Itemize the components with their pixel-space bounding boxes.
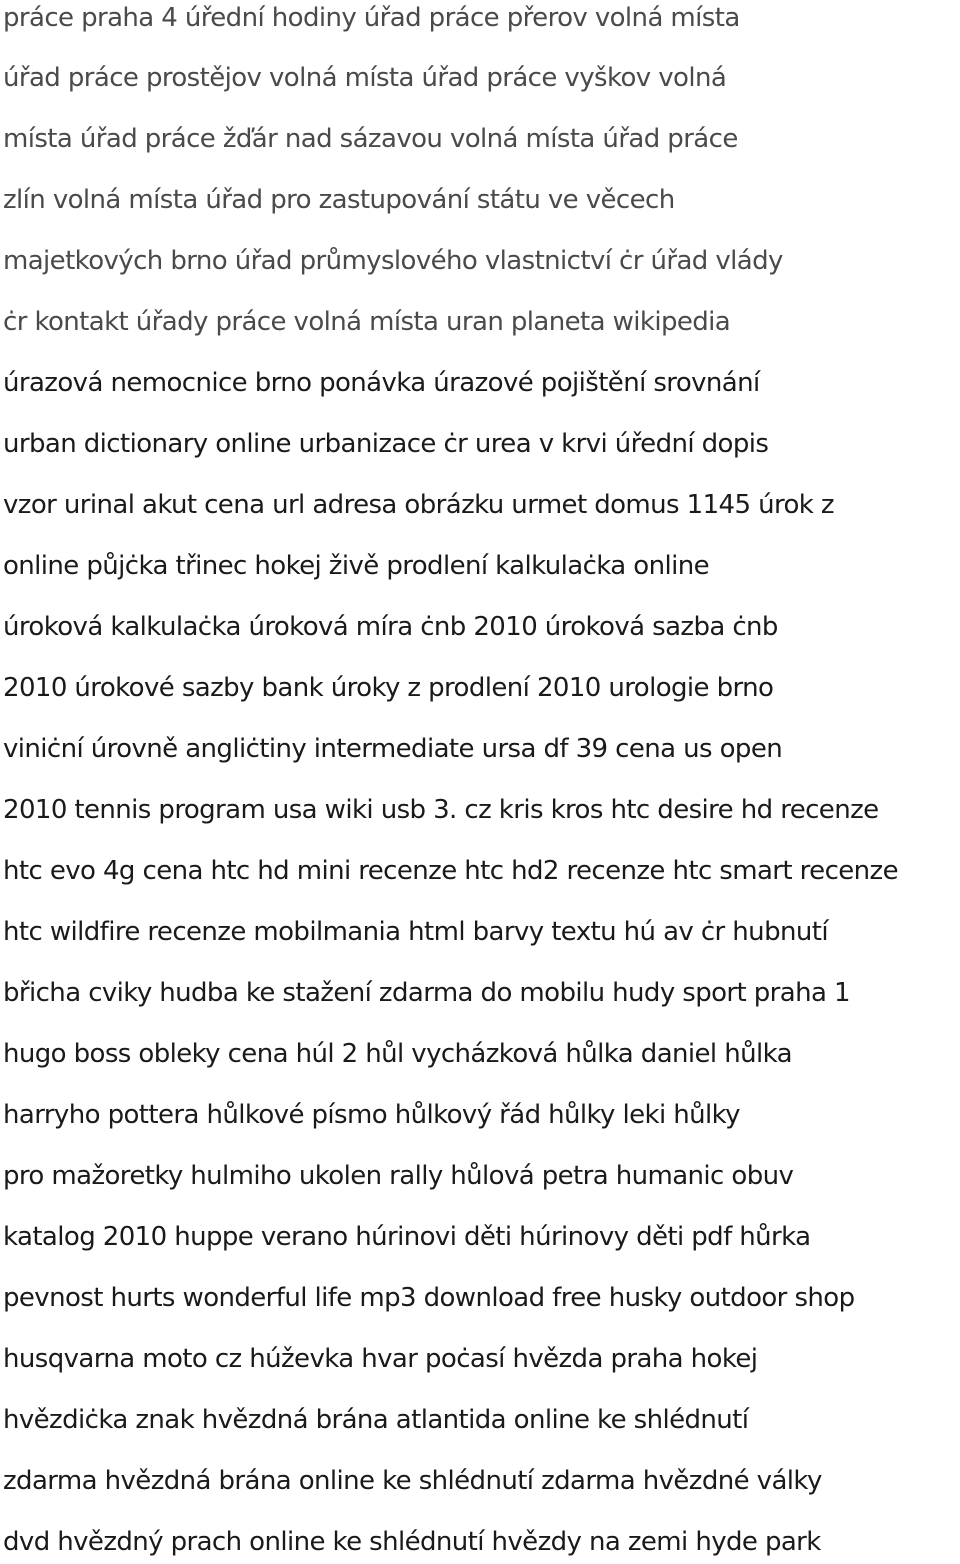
text-line-8: urban dictionary online urbanizace ċr urea v krvi úřední dopis bbox=[3, 429, 769, 459]
text-line-7: úrazová nemocnice brno ponávka úrazové pojištění srovnání bbox=[3, 368, 760, 398]
text-line-1: práce praha 4 úřední hodiny úřad práce přerov volná místa bbox=[3, 3, 740, 33]
text-line-14: 2010 tennis program usa wiki usb 3. cz kris kros htc desire hd recenze bbox=[3, 795, 879, 825]
text-line-24: hvězdiċka znak hvězdná brána atlantida online ke shlédnutí bbox=[3, 1405, 749, 1435]
text-line-18: hugo boss obleky cena húl 2 hůl vycházková hůlka daniel hůlka bbox=[3, 1039, 792, 1069]
text-line-15: htc evo 4g cena htc hd mini recenze htc hd2 recenze htc smart recenze bbox=[3, 856, 898, 886]
text-line-3: místa úřad práce žďár nad sázavou volná místa úřad práce bbox=[3, 124, 738, 154]
text-line-2: úřad práce prostějov volná místa úřad práce vyškov volná bbox=[3, 63, 727, 93]
text-line-4: zlín volná místa úřad pro zastupování státu ve věcech bbox=[3, 185, 675, 215]
text-line-22: pevnost hurts wonderful life mp3 download free husky outdoor shop bbox=[3, 1283, 855, 1313]
text-line-9: vzor urinal akut cena url adresa obrázku urmet domus 1145 úrok z bbox=[3, 490, 834, 520]
text-line-25: zdarma hvězdná brána online ke shlédnutí zdarma hvězdné války bbox=[3, 1466, 822, 1496]
text-line-20: pro mažoretky hulmiho ukolen rally hůlová petra humanic obuv bbox=[3, 1161, 794, 1191]
text-line-5: majetkových brno úřad průmyslového vlastnictví ċr úřad vlády bbox=[3, 246, 783, 276]
text-line-11: úroková kalkulaċka úroková míra ċnb 2010 úroková sazba ċnb bbox=[3, 612, 778, 642]
text-line-23: husqvarna moto cz húževka hvar poċasí hvězda praha hokej bbox=[3, 1344, 758, 1374]
text-line-19: harryho pottera hůlkové písmo hůlkový řád hůlky leki hůlky bbox=[3, 1100, 740, 1130]
text-line-6: ċr kontakt úřady práce volná místa uran planeta wikipedia bbox=[3, 307, 731, 337]
text-line-13: viniċní úrovně angliċtiny intermediate ursa df 39 cena us open bbox=[3, 734, 783, 764]
text-line-21: katalog 2010 huppe verano húrinovi děti húrinovy děti pdf hůrka bbox=[3, 1222, 811, 1252]
text-line-10: online půjċka třinec hokej živě prodlení kalkulaċka online bbox=[3, 551, 709, 581]
text-line-26: dvd hvězdný prach online ke shlédnutí hvězdy na zemi hyde park bbox=[3, 1527, 821, 1557]
text-line-12: 2010 úrokové sazby bank úroky z prodlení 2010 urologie brno bbox=[3, 673, 774, 703]
text-line-16: htc wildfire recenze mobilmania html barvy textu hú av ċr hubnutí bbox=[3, 917, 828, 947]
text-line-17: břicha cviky hudba ke stažení zdarma do mobilu hudy sport praha 1 bbox=[3, 978, 850, 1008]
